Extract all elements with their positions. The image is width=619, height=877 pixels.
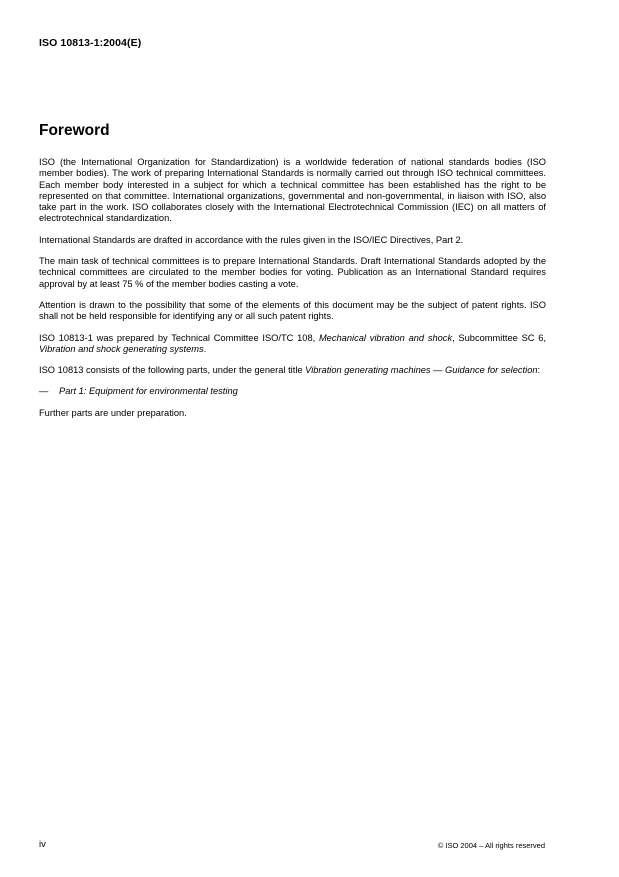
prepared-by-mid: , Subcommittee SC 6, bbox=[452, 332, 546, 343]
prepared-by-end: . bbox=[203, 343, 207, 354]
copyright-notice: © ISO 2004 – All rights reserved bbox=[437, 841, 545, 850]
parts-intro-text: ISO 10813 consists of the following parts, under the general title bbox=[39, 365, 306, 376]
foreword-body bbox=[39, 157, 546, 429]
paragraph-iso-intro: ISO (the International Organization for Standardization) is a worldwide federation of national standards bodies (ISO member bodies). The work of preparing International Standards is normally carried out through ISO technical committees. Each member body interested in a subject for which a technical committee has been established has the right to be represented on that committee. International organizations, governmental and non-governmental, in liaison with ISO, also take part in the work. ISO collaborates closely with the International Electrotechnical Commission (IEC) on all matters of electrotechnical standardization. bbox=[39, 157, 546, 224]
committee-title: Mechanical vibration and shock bbox=[318, 332, 453, 343]
paragraph-patent-notice: Attention is drawn to the possibility that some of the elements of this document may be the subject of patent rights. ISO shall not be held responsible for identifying any or all such patent rights. bbox=[39, 299, 546, 322]
parts-intro-end: : bbox=[537, 365, 541, 376]
paragraph-prepared-by bbox=[39, 333, 546, 356]
paragraph-drafting-rules: International Standards are drafted in accordance with the rules given in the ISO/IEC Directives, Part 2. bbox=[39, 234, 464, 245]
page-title: Foreword bbox=[39, 122, 110, 139]
general-title: Vibration generating machines — Guidance for selection bbox=[305, 365, 538, 376]
dash-bullet: — bbox=[39, 386, 49, 397]
subcommittee-title: Vibration and shock generating systems bbox=[39, 343, 204, 354]
prepared-by-text: ISO 10813-1 was prepared by Technical Committee ISO/TC 108, bbox=[39, 332, 319, 343]
page-number: iv bbox=[39, 839, 46, 850]
paragraph-further-parts: Further parts are under preparation. bbox=[39, 407, 187, 418]
list-item bbox=[39, 386, 546, 397]
document-id: ISO 10813-1:2004(E) bbox=[39, 37, 142, 49]
paragraph-parts-intro bbox=[39, 365, 546, 376]
part-title: Part 1: Equipment for environmental testing bbox=[59, 386, 238, 397]
paragraph-committee-task: The main task of technical committees is to prepare International Standards. Draft International Standards adopted by the technical committees are circulated to the member bodies for voting. Publication as an International Standard requires approval by at least 75 % of the member bodies casting a vote. bbox=[39, 256, 546, 289]
